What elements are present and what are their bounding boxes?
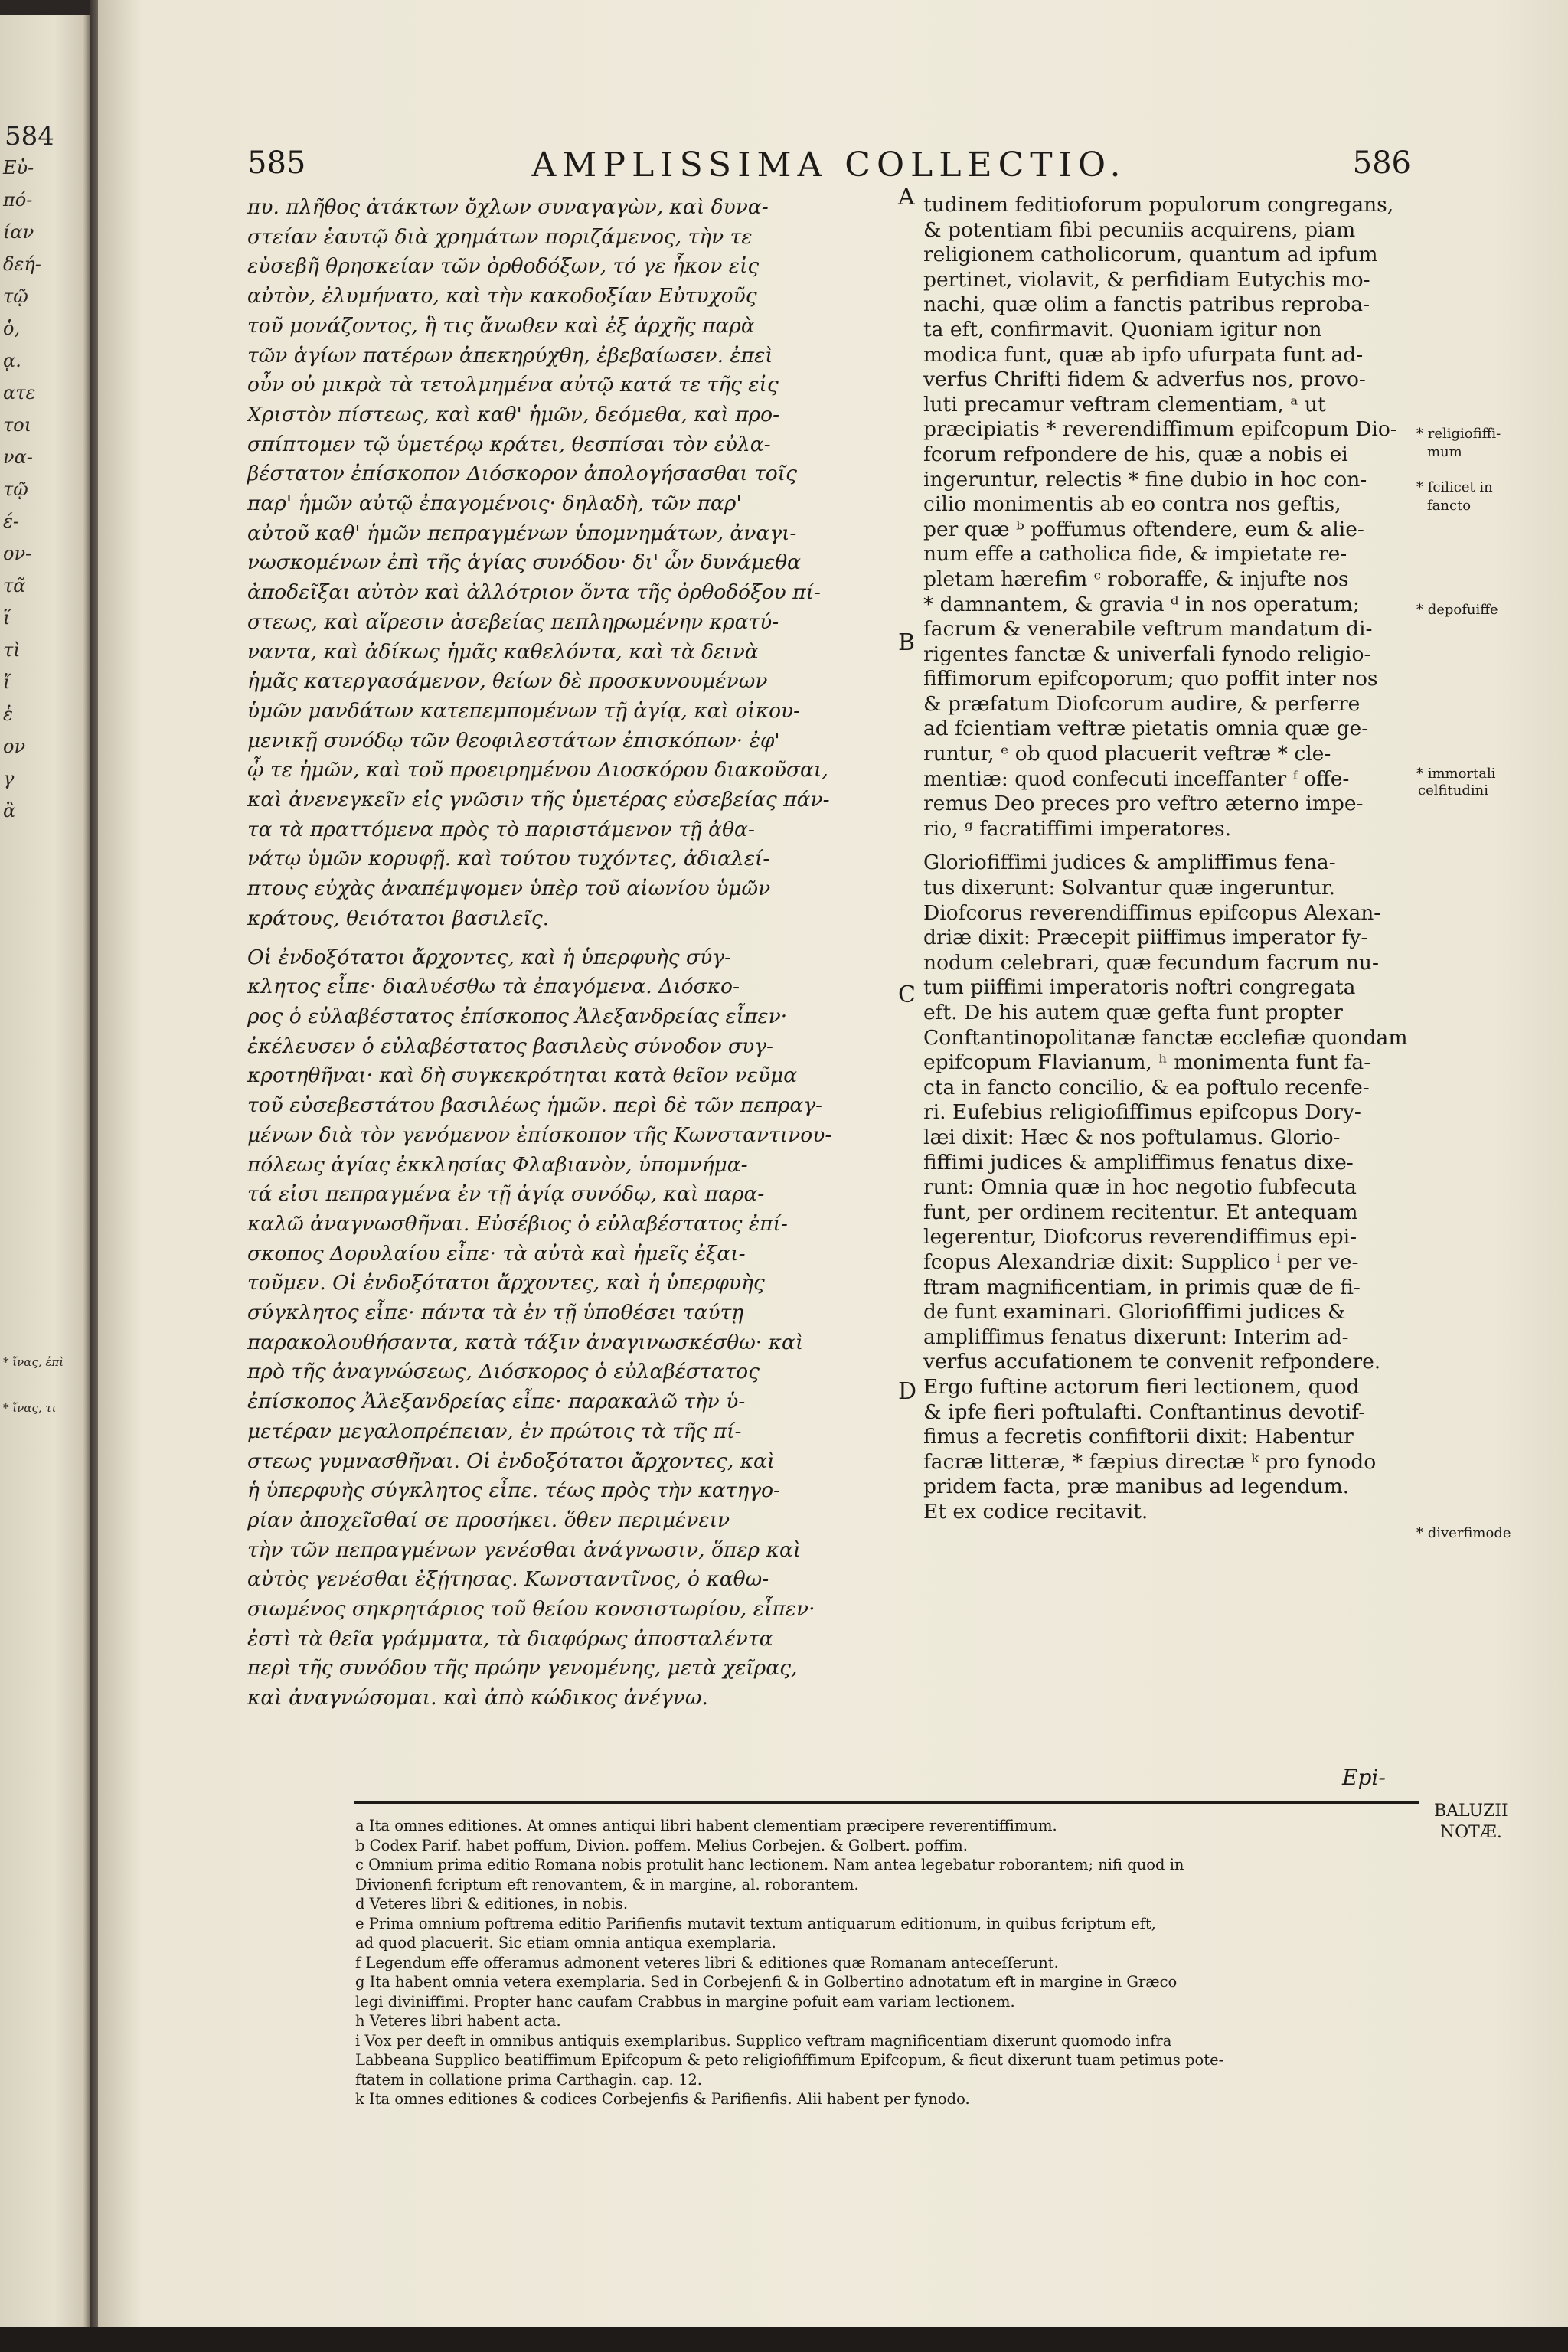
- greek-text-line: Χριστὸν πίστεως, καὶ καθ' ἡμῶν, δεόμεθα, καὶ προ-: [247, 402, 780, 426]
- greek-text-line: ρος ὁ εὐλαβέστατος ἐπίσκοπος Ἀλεξανδρείας εἶπεν·: [247, 1004, 788, 1028]
- side-note: * diverfimode: [1416, 1525, 1511, 1541]
- greek-text-line: στείαν ἑαυτῷ διὰ χρημάτων ποριζάμενος, τὴν τε: [247, 224, 753, 249]
- left-page-note: * ἵνας, ἐπὶ: [3, 1355, 64, 1369]
- margin-letter-a: A: [898, 184, 915, 211]
- greek-text-line: ἐκέλευσεν ὁ εὐλαβέστατος βασιλεὺς σύνοδον συγ-: [247, 1034, 774, 1058]
- latin-text-line: driæ dixit: Præcepit piiffimus imperator fy-: [923, 926, 1368, 950]
- latin-text-line: ftram magnificentiam, in primis quæ de fi-: [923, 1275, 1361, 1299]
- greek-text-line: μένων διὰ τὸν γενόμενον ἐπίσκοπον τῆς Κωνσταντινου-: [247, 1122, 832, 1147]
- latin-text-line: cta in fancto concilio, & ea poftulo recenfe-: [923, 1075, 1370, 1099]
- left-page-note: * ἵνας, τι: [3, 1401, 57, 1415]
- greek-text-line: ᾧ τε ἡμῶν, καὶ τοῦ προειρημένου Διοσκόρου διακοῦσαι,: [247, 758, 828, 782]
- latin-text-line: pertinet, violavit, & perfidiam Eutychis mo-: [923, 267, 1370, 292]
- greek-text-line: κράτους, θειότατοι βασιλεῖς.: [247, 906, 550, 930]
- greek-text-line: πόλεως ἁγίας ἐκκλησίας Φλαβιανὸν, ὑπομνήμα-: [247, 1152, 748, 1177]
- left-page-fragment: ὁ,: [3, 318, 21, 339]
- greek-text-line: καὶ ἀναγνώσομαι. καὶ ἀπὸ κώδικος ἀνέγνω.: [247, 1686, 708, 1710]
- latin-text-line: tus dixerunt: Solvantur quæ ingeruntur.: [923, 876, 1336, 900]
- left-page-fragment: Εὐ-: [3, 157, 34, 178]
- side-note: * religiofiffi-: [1416, 426, 1501, 442]
- latin-text-line: per quæ ᵇ poffumus oftendere, eum & alie-: [923, 517, 1364, 541]
- greek-text-line: καλῶ ἀναγνωσθῆναι. Εὐσέβιος ὁ εὐλαβέστατος ἐπί-: [247, 1211, 788, 1236]
- footnote-line: Labbeana Supplico beatiffimum Epifcopum & peto religiofiffimum Epifcopum, & ficut dixerunt tuam petimus pote-: [355, 2051, 1224, 2069]
- latin-text-line: verfus accufationem te convenit refpondere.: [923, 1350, 1381, 1374]
- greek-text-line: ἐπίσκοπος Ἀλεξανδρείας εἶπε· παρακαλῶ τὴν ὑ-: [247, 1390, 746, 1414]
- left-page-fragment: δεή-: [3, 253, 41, 275]
- running-header: [247, 145, 1411, 191]
- greek-text-line: νάτῳ ὑμῶν κορυφῇ. καὶ τούτου τυχόντες, ἀδιαλεί-: [247, 847, 770, 871]
- left-page-fragment: πό-: [3, 189, 33, 211]
- side-note: * depofuiffe: [1416, 602, 1498, 618]
- greek-text-line: παρ' ἡμῶν αὐτῷ ἐπαγομένοις· δηλαδὴ, τῶν παρ': [247, 492, 742, 516]
- latin-text-line: Gloriofiffimi judices & ampliffimus fena-: [923, 851, 1336, 875]
- greek-text-line: παρακολουθήσαντα, κατὰ τάξιν ἀναγινωσκέσθω· καὶ: [247, 1330, 804, 1354]
- footnote-line: g Ita habent omnia vetera exemplaria. Sed in Corbejenfi & in Golbertino adnotatum eft in margine in Græco: [355, 1973, 1178, 1991]
- latin-text-line: & ipfe fieri poftulafti. Conftantinus devotif-: [923, 1400, 1366, 1424]
- latin-text-line: rio, ᵍ facratiffimi imperatores.: [923, 816, 1232, 841]
- greek-text-line: περὶ τῆς συνόδου τῆς πρώην γενομένης, μετὰ χεῖρας,: [247, 1656, 798, 1681]
- page-number-right: 586: [1352, 145, 1411, 181]
- left-page-fragment: να-: [3, 446, 33, 468]
- greek-text-line: αὐτὸς γενέσθαι ἐξῄτησας. Κωνσταντῖνος, ὁ καθω-: [247, 1567, 769, 1592]
- greek-text-line: τά εἰσι πεπραγμένα ἐν τῇ ἁγίᾳ συνόδῳ, καὶ παρα-: [247, 1182, 765, 1207]
- greek-text-line: κλητος εἶπε· διαλυέσθω τὰ ἐπαγόμενα. Διόσκο-: [247, 975, 740, 999]
- latin-text-line: fcorum refpondere de his, quæ a nobis ei: [923, 442, 1348, 466]
- side-note: fancto: [1427, 498, 1472, 514]
- greek-text-line: καὶ ἀνενεγκεῖν εἰς γνῶσιν τῆς ὑμετέρας εὐσεβείας πάν-: [247, 788, 830, 812]
- latin-text-line: nodum celebrari, quæ fecundum facrum nu-: [923, 950, 1379, 975]
- latin-text-line: ad fcientiam veftræ pietatis omnia quæ ge-: [923, 717, 1369, 741]
- left-page-fragment: ἂ: [3, 800, 16, 822]
- latin-text-line: & potentiam fibi pecuniis acquirens, piam: [923, 217, 1356, 242]
- page-number-left: 585: [247, 145, 306, 181]
- left-page-fragment: ίαν: [3, 221, 34, 243]
- left-page-fragment: έ-: [3, 511, 19, 532]
- greek-text-line: σύγκλητος εἶπε· πάντα τὰ ἐν τῇ ὑποθέσει ταύτῃ: [247, 1301, 744, 1325]
- greek-text-line: μετέραν μεγαλοπρέπειαν, ἐν πρώτοις τὰ τῆς πί-: [247, 1419, 742, 1443]
- latin-text-line: religionem catholicorum, quantum ad ipfum: [923, 243, 1378, 267]
- latin-text-line: funt, per ordinem recitentur. Et antequam: [923, 1200, 1358, 1224]
- right-page: [98, 0, 1568, 2352]
- left-page-fragment: τῷ: [3, 479, 28, 500]
- greek-text-line: ἡ ὑπερφυὴς σύγκλητος εἶπε. τέως πρὸς τὴν κατηγο-: [247, 1478, 781, 1503]
- latin-text-line: epifcopum Flavianum, ʰ monimenta funt fa-: [923, 1050, 1371, 1075]
- footnote-line: k Ita omnes editiones & codices Corbejenfis & Parifienfis. Alii habent per fynodo.: [355, 2090, 970, 2108]
- footnote-line: a Ita omnes editiones. At omnes antiqui libri habent clementiam præcipere reverentiffimum.: [355, 1817, 1057, 1834]
- left-page-fragment: γ: [3, 768, 15, 789]
- greek-text-line: τοῦ μονάζοντος, ἣ τις ἄνωθεν καὶ ἐξ ἀρχῆς παρὰ: [247, 313, 755, 338]
- latin-text-line: mentiæ: quod confecuti inceffanter ᶠ offe-: [923, 766, 1350, 791]
- latin-text-line: pletam hærefim ᶜ roboraffe, & injufte nos: [923, 567, 1349, 591]
- latin-text-line: facræ litteræ, * fæpius directæ ᵏ pro fynodo: [923, 1449, 1377, 1474]
- left-page-fragment: ατε: [3, 382, 36, 403]
- latin-text-line: tudinem feditioforum populorum congregans,: [923, 193, 1394, 217]
- latin-text-line: læi dixit: Hæc & nos poftulamus. Glorio-: [923, 1125, 1341, 1149]
- left-page-fragment: ᾳ.: [3, 350, 21, 371]
- footnote-line: d Veteres libri & editiones, in nobis.: [355, 1895, 629, 1913]
- greek-text-line: πρὸ τῆς ἀναγνώσεως, Διόσκορος ὁ εὐλαβέστατος: [247, 1360, 760, 1384]
- greek-text-line: σπίπτομεν τῷ ὑμετέρῳ κράτει, θεσπίσαι τὸν εὐλα-: [247, 432, 771, 456]
- greek-text-line: ναντα, καὶ ἀδίκως ἡμᾶς καθελόντα, καὶ τὰ δεινὰ: [247, 639, 759, 664]
- greek-text-line: σιωμένος σηκρητάριος τοῦ θείου κονσιστωρίου, εἶπεν·: [247, 1597, 815, 1622]
- margin-letter-c: C: [898, 982, 916, 1008]
- footnote-line: ftatem in collatione prima Carthagin. cap. 12.: [355, 2070, 702, 2089]
- latin-text-line: Et ex codice recitavit.: [923, 1499, 1148, 1524]
- footnote-line: f Legendum effe offeramus admonent veteres libri & editiones quæ Romanam anteceſſerunt.: [355, 1953, 1059, 1971]
- bottom-edge: [0, 2328, 1568, 2352]
- latin-text-line: remus Deo preces pro veftro æterno impe-: [923, 792, 1364, 816]
- latin-text-line: facrum & venerabile veftrum mandatum di-: [923, 617, 1373, 642]
- greek-text-line: ἡμᾶς κατεργασάμενον, θείων δὲ προσκυνουμένων: [247, 669, 768, 694]
- latin-text-line: luti precamur veftram clementiam, ᵃ ut: [923, 392, 1326, 416]
- latin-text-line: ampliffimus fenatus dixerunt: Interim ad-: [923, 1325, 1349, 1349]
- latin-column: [923, 193, 1413, 1524]
- greek-text-line: πυ. πλῆθος ἀτάκτων ὄχλων συναγαγὼν, καὶ δυνα-: [247, 195, 769, 219]
- left-page-number: 584: [5, 121, 54, 152]
- latin-text-line: num effe a catholica fide, & impietate re-: [923, 542, 1348, 567]
- latin-text-line: nachi, quæ olim a fanctis patribus reproba-: [923, 292, 1370, 317]
- latin-text-line: rigentes fanctæ & univerfali fynodo religio-: [923, 642, 1371, 666]
- latin-text-line: runtur, ᵉ ob quod placuerit veftræ * cle-: [923, 742, 1331, 766]
- left-page-fragment: ἴ: [3, 671, 11, 693]
- greek-text-line: εὐσεβῆ θρησκείαν τῶν ὀρθοδόξων, τό γε ἧκον εἰς: [247, 254, 760, 279]
- greek-text-line: ρίαν ἀποχεῖσθαί σε προσήκει. ὅθεν περιμένειν: [247, 1508, 730, 1532]
- greek-text-line: κροτηθῆναι· καὶ δὴ συγκεκρότηται κατὰ θεῖον νεῦμα: [247, 1063, 798, 1088]
- greek-text-line: οὖν οὐ μικρὰ τὰ τετολμημένα αὐτῷ κατά τε τῆς εἰς: [247, 373, 779, 397]
- footnote-line: i Vox per deeft in omnibus antiquis exemplaribus. Supplico veftram magnificentiam dixerunt quomodo infra: [355, 2031, 1172, 2050]
- left-page-fragment: τοι: [3, 414, 32, 436]
- greek-text-line: ἀποδεῖξαι αὐτὸν καὶ ἀλλότριον ὄντα τῆς ὀρθοδόξου πί-: [247, 580, 821, 605]
- margin-letter-d: D: [898, 1378, 917, 1405]
- side-note: * fcilicet in: [1416, 479, 1493, 495]
- catchword: Epi-: [1342, 1765, 1386, 1790]
- side-note: celfitudini: [1418, 782, 1488, 799]
- greek-text-line: πτους εὐχὰς ἀναπέμψομεν ὑπὲρ τοῦ αἰωνίου ὑμῶν: [247, 877, 771, 901]
- latin-text-line: fiffimi judices & ampliffimus fenatus dixe-: [923, 1150, 1354, 1174]
- footnote-rule: [354, 1801, 1419, 1804]
- side-note: * immortali: [1416, 766, 1496, 782]
- left-page-fragment: τᾶ: [3, 575, 26, 596]
- latin-text-line: pridem facta, præ manibus ad legendum.: [923, 1475, 1350, 1499]
- latin-text-line: Conftantinopolitanæ fanctæ ecclefiæ quondam: [923, 1025, 1408, 1050]
- baluzii-line-1: BALUZII: [1434, 1802, 1508, 1821]
- latin-text-line: cilio monimentis ab eo contra nos geftis,: [923, 492, 1341, 517]
- latin-text-line: & præfatum Diofcorum audire, & perferre: [923, 691, 1361, 716]
- footnote-line: c Omnium prima editio Romana nobis protulit hanc lectionem. Nam antea legebatur roborantem; nifi quod in: [355, 1856, 1184, 1873]
- side-note: mum: [1427, 444, 1462, 460]
- greek-text-line: βέστατον ἐπίσκοπον Διόσκορον ἀπολογήσασθαι τοῖς: [247, 462, 797, 486]
- margin-letter-b: B: [898, 629, 916, 656]
- latin-text-line: fcopus Alexandriæ dixit: Supplico ⁱ per ve-: [923, 1250, 1359, 1274]
- greek-text-line: Οἱ ἐνδοξότατοι ἄρχοντες, καὶ ἡ ὑπερφυὴς σύγ-: [247, 945, 731, 969]
- footnotes: [355, 1816, 1419, 2109]
- running-title: AMPLISSIMA COLLECTIO.: [531, 145, 1127, 185]
- left-page-fragment: ἑ: [3, 704, 13, 725]
- paragraph-break: [923, 841, 1413, 851]
- footnote-line: e Prima omnium poftrema editio Parifienfis mutavit textum antiquarum editionum, in quibus fcriptum eft,: [355, 1914, 1156, 1932]
- latin-text-line: præcipiatis * reverendiffimum epifcopum Dio-: [923, 417, 1397, 442]
- greek-text-line: ἐστὶ τὰ θεῖα γράμματα, τὰ διαφόρως ἀποσταλέντα: [247, 1626, 773, 1651]
- footnote-line: Divionenfi fcriptum eft renovantem, & in margine, al. roborantem.: [355, 1875, 859, 1893]
- baluzii-line-2: NOTÆ.: [1439, 1823, 1502, 1842]
- latin-text-line: Diofcorus reverendiffimus epifcopus Alexan-: [923, 900, 1381, 925]
- latin-text-line: ri. Eufebius religiofiffimus epifcopus Dory-: [923, 1100, 1361, 1125]
- greek-text-line: στεως γυμνασθῆναι. Οἱ ἐνδοξότατοι ἄρχοντες, καὶ: [247, 1449, 776, 1473]
- greek-text-line: στεως, καὶ αἵρεσιν ἀσεβείας πεπληρωμένην κρατύ-: [247, 609, 779, 634]
- latin-text-line: runt: Omnia quæ in hoc negotio fubfecuta: [923, 1175, 1357, 1200]
- greek-text-line: τοῦμεν. Οἱ ἐνδοξότατοι ἄρχοντες, καὶ ἡ ὑπερφυὴς: [247, 1271, 765, 1295]
- greek-text-line: αὐτὸν, ἐλυμήνατο, καὶ τὴν κακοδοξίαν Εὐτυχοῦς: [247, 284, 757, 309]
- latin-text-line: eft. De his autem quæ gefta funt propter: [923, 1001, 1343, 1024]
- footnote-line: ad quod placuerit. Sic etiam omnia antiqua exemplaria.: [355, 1934, 776, 1952]
- left-page-fragment: ον-: [3, 543, 32, 564]
- latin-text-line: fimus a fecretis confiftorii dixit: Habentur: [923, 1425, 1354, 1449]
- greek-text-line: σκοπος Δορυλαίου εἶπε· τὰ αὐτὰ καὶ ἡμεῖς ἐξαι-: [247, 1241, 746, 1266]
- latin-text-line: fiffimorum epifcoporum; quo poffit inter nos: [923, 667, 1378, 691]
- greek-text-line: ὑμῶν μανδάτων κατεπεμπομένων τῇ ἁγίᾳ, καὶ οἰκου-: [247, 698, 801, 723]
- latin-text-line: Ergo fuftine actorum fieri lectionem, quod: [923, 1374, 1360, 1399]
- footnote-line: h Veteres libri habent acta.: [355, 2012, 561, 2030]
- greek-text-line: μενικῇ συνόδῳ τῶν θεοφιλεστάτων ἐπισκόπων· ἐφ': [247, 728, 780, 753]
- footnote-line: b Codex Parif. habet poffum, Divion. poffem. Melius Corbejen. & Golbert. poffim.: [355, 1836, 968, 1854]
- greek-text-line: τὴν τῶν πεπραγμένων γενέσθαι ἀνάγνωσιν, ὅπερ καὶ: [247, 1537, 802, 1562]
- greek-text-line: τῶν ἁγίων πατέρων ἀπεκηρύχθη, ἐβεβαίωσεν. ἐπεὶ: [247, 343, 773, 368]
- left-page-fragment: τὶ: [3, 639, 21, 661]
- baluzii-notes-heading: [1434, 1801, 1508, 1844]
- latin-text-line: ingeruntur, relectis * fine dubio in hoc con-: [923, 467, 1367, 492]
- greek-text-line: αὐτοῦ καθ' ἡμῶν πεπραγμένων ὑπομνημάτων, ἀναγι-: [247, 521, 797, 545]
- greek-text-line: τα τὰ πραττόμενα πρὸς τὸ παριστάμενον τῇ ἀθα-: [247, 817, 755, 841]
- left-page-fragment: ον: [3, 736, 26, 757]
- latin-text-line: modica funt, quæ ab ipfo ufurpata funt ad-: [923, 342, 1364, 367]
- left-page-edge: [0, 15, 90, 2343]
- latin-text-line: legerentur, Diofcorus reverendiffimus epi-: [923, 1225, 1357, 1250]
- left-page-fragment: ἵ: [3, 607, 11, 629]
- latin-text-line: verfus Chrifti fidem & adverfus nos, provo-: [923, 368, 1366, 392]
- latin-text-line: de funt examinari. Gloriofiffimi judices &: [923, 1300, 1346, 1325]
- left-page-fragment: τῷ: [3, 286, 28, 307]
- latin-text-line: ta eft, confirmavit. Quoniam igitur non: [923, 317, 1322, 341]
- greek-text-line: τοῦ εὐσεβεστάτου βασιλέως ἡμῶν. περὶ δὲ τῶν πεπραγ-: [247, 1093, 823, 1118]
- greek-column: [247, 193, 906, 1713]
- latin-text-line: * damnantem, & gravia ᵈ in nos operatum;: [923, 592, 1360, 616]
- latin-text-line: tum piiffimi imperatoris noftri congregata: [923, 975, 1356, 1000]
- greek-text-line: νωσκομένων ἐπὶ τῆς ἁγίας συνόδου· δι' ὧν δυνάμεθα: [247, 550, 802, 575]
- paragraph-break: [247, 934, 906, 943]
- footnote-line: legi diviniffimi. Propter hanc caufam Crabbus in margine pofuit eam variam lectionem.: [355, 1992, 1015, 2011]
